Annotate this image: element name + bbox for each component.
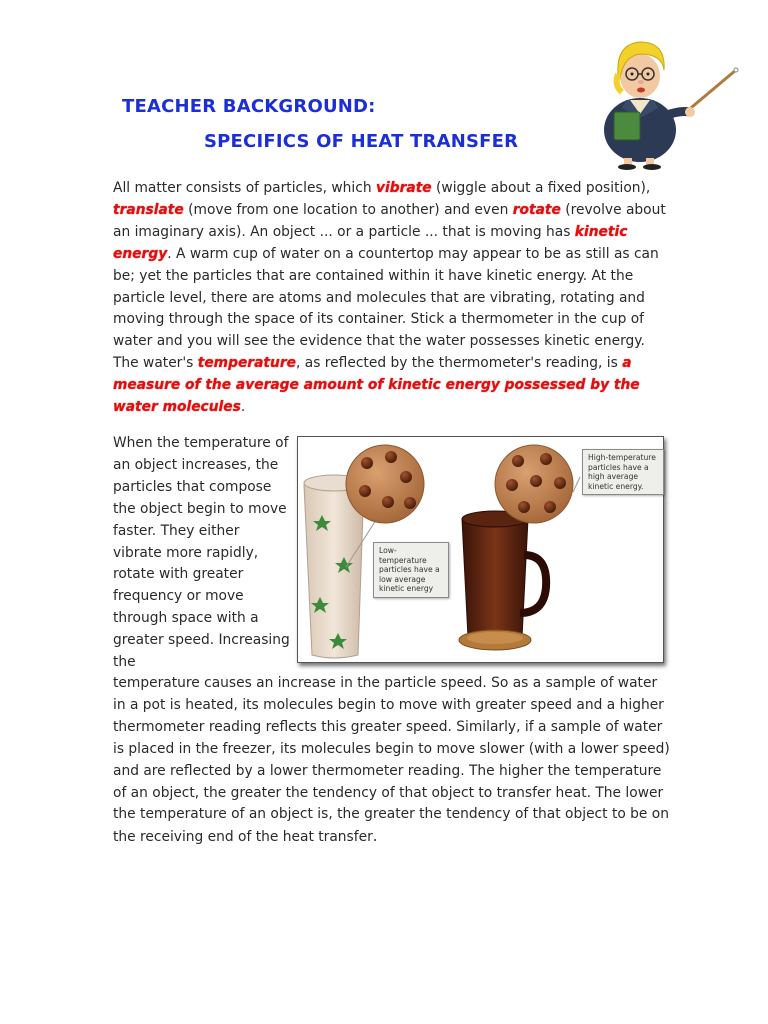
teacher-cartoon-icon [594, 30, 740, 170]
keyword-translate: translate [113, 201, 184, 218]
intro-paragraph [113, 178, 673, 419]
text: (wiggle about a fixed position), [431, 180, 651, 196]
text: (move from one location to another) and even [183, 201, 513, 218]
keyword-vibrate: vibrate [375, 180, 432, 196]
keyword-kinetic-energy: kinetic energy [113, 223, 628, 262]
callout-low-temperature: Low-temperature particles have a low average kinetic energy [373, 542, 449, 598]
text: . [372, 827, 378, 846]
text: temperature causes an increase in the particle speed. So as a sample of water in a pot is heated, its molecules begin to move with greater speed and a higher thermometer reading reflects this greater speed. Similarly, if a sample of water is placed in the freezer, its molecules begin to move slower (with a lower speed) and are reflected by a lower thermometer reading. The higher the temperature of an object, the greater the tendency of that object to transfer heat. The lower the temperature of an object is, the greater the tendency of that object to be on the receiving end of the heat transfer [113, 675, 670, 846]
text: (revolve about an imaginary axis). An object ... or a particle ... that is moving has [113, 201, 666, 240]
callout-high-temperature: High-temperature particles have a high average kinetic energy. [582, 449, 664, 495]
keyword-definition: a measure of the average amount of kinetic energy possessed by the water molecules [113, 355, 640, 416]
text: , as reflected by the thermometer's reading, is [296, 355, 623, 372]
wrapped-paragraph-start: When the temperature of an object increases, the particles that compose the object begin to move faster. They either vibrate more rapidly, rotate with greater frequency or move through space with a greater speed. Increasing the [113, 435, 290, 671]
text: . A warm cup of water on a countertop may appear to be as still as can be; yet the particles that are contained within it have kinetic energy. At the particle level, there are atoms and molecules that are vibrating, rotating and moving through the space of its container. Stick a thermometer in the cup of water and you will see the evidence that the water possesses kinetic energy. The water's [113, 245, 659, 372]
kinetic-energy-figure [297, 436, 664, 663]
title-line-1: TEACHER BACKGROUND: [122, 96, 376, 117]
keyword-rotate: rotate [512, 201, 561, 218]
keyword-temperature: temperature [197, 355, 296, 372]
text: . [240, 399, 246, 416]
continued-paragraph [113, 673, 673, 849]
title-line-2: SPECIFICS OF HEAT TRANSFER [204, 131, 519, 152]
text: All matter consists of particles, which [113, 180, 376, 196]
